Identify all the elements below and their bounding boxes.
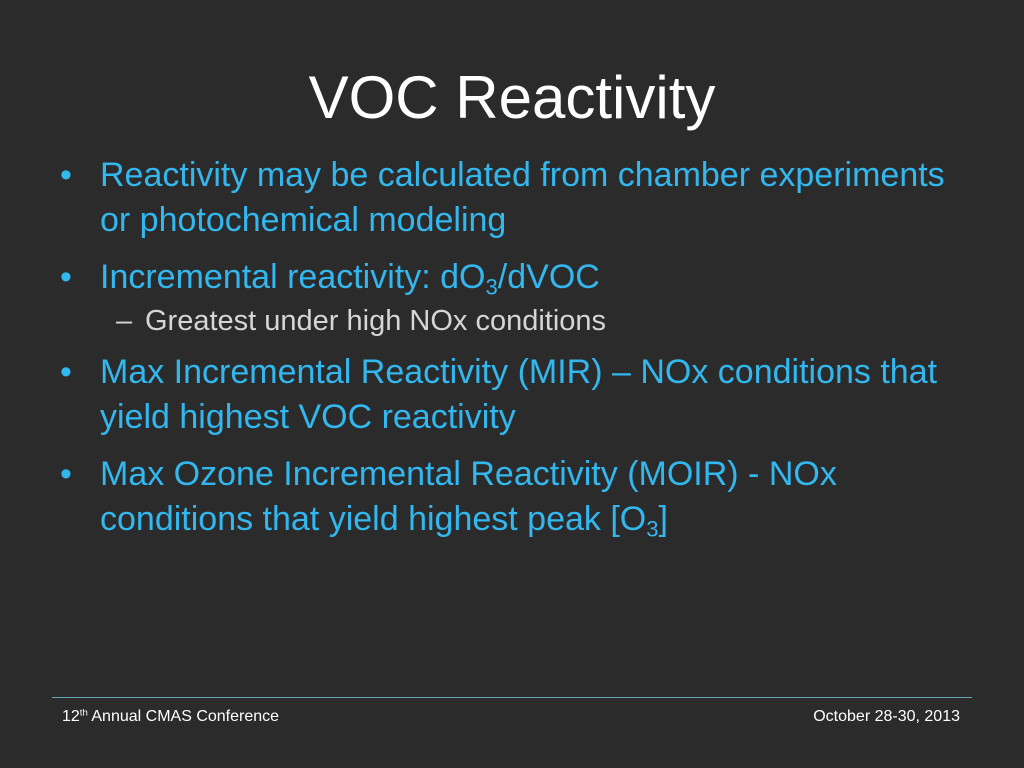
bullet-text (100, 258, 600, 300)
bullet-text-end: /dVOC (497, 258, 600, 296)
slide-body (60, 153, 960, 554)
footer-date: October 28-30, 2013 (813, 708, 960, 725)
footer-conference-name: Annual CMAS Conference (87, 708, 280, 725)
bullet-item-incremental (60, 255, 960, 300)
bullet-text: Max Incremental Reactivity (MIR) – NOx conditions that yield highest VOC reactivity (100, 353, 938, 436)
bullet-item-moir (60, 452, 960, 542)
footer-conference-number: 12 (62, 708, 80, 725)
subscript-three: 3 (646, 516, 659, 542)
bullet-dot: • (60, 258, 72, 296)
sub-bullet-text: Greatest under high NOx conditions (145, 305, 607, 337)
footer-conference (62, 707, 279, 727)
sub-bullet-dash: – (116, 305, 133, 337)
sub-bullet-item-nox (60, 304, 960, 338)
bullet-item-chamber (60, 153, 960, 243)
bullet-text: Reactivity may be calculated from chamber experiments or photochemical modeling (100, 156, 945, 239)
bullet-text-end: ] (658, 500, 668, 538)
bullet-dot: • (60, 455, 72, 493)
bullet-item-mir (60, 350, 960, 440)
bullet-text-start: Incremental reactivity: dO (100, 258, 486, 296)
slide-title: VOC Reactivity (308, 64, 716, 131)
footer-ordinal-suffix: th (79, 707, 88, 719)
subscript-three: 3 (485, 274, 498, 300)
bullet-dot: • (60, 156, 72, 194)
bullet-text (100, 455, 837, 542)
bullet-text-start: Max Ozone Incremental Reactivity (MOIR) - NOx conditions that yield highest peak [O (100, 455, 837, 538)
footer-divider (52, 697, 972, 698)
bullet-dot: • (60, 353, 72, 391)
